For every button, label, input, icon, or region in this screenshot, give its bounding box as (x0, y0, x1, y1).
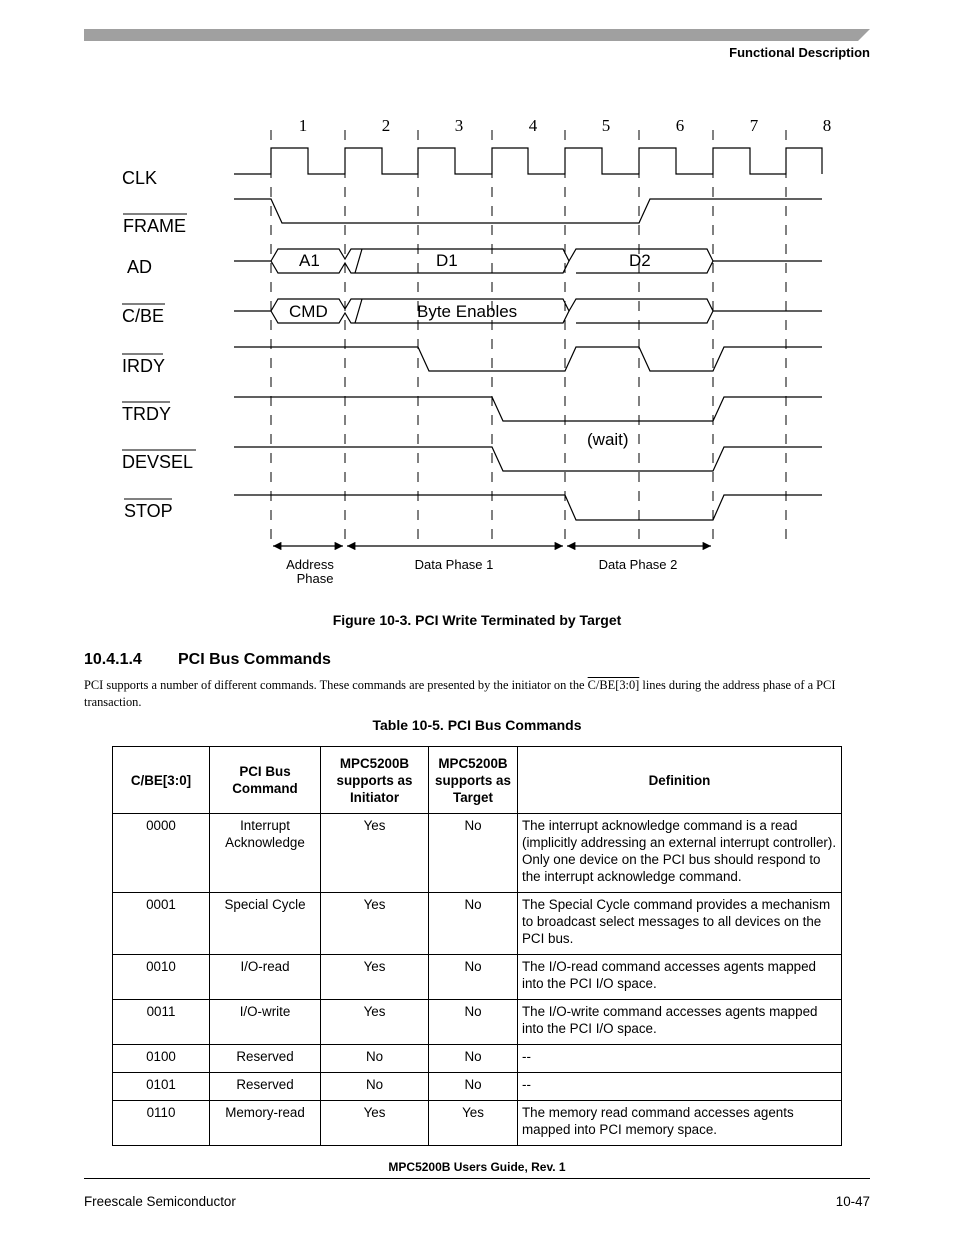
cell-initiator: Yes (321, 893, 429, 955)
table-header-row (113, 747, 842, 814)
cell-definition: The I/O-read command accesses agents mapped into the PCI I/O space. (518, 955, 842, 1000)
section-title: PCI Bus Commands (178, 651, 331, 668)
cell-target: No (429, 955, 518, 1000)
signal-trdy-label: TRDY (122, 404, 171, 424)
signal-cbe-label: C/BE (122, 306, 165, 326)
ad-d1-label: D1 (436, 251, 458, 270)
cell-target: No (429, 1045, 518, 1073)
table-row (113, 1000, 842, 1045)
cell-command: Reserved (210, 1073, 321, 1101)
footer-divider (84, 1178, 870, 1179)
clock-number: 8 (822, 116, 832, 135)
cell-initiator: Yes (321, 1101, 429, 1146)
signal-stop-label: STOP (124, 501, 173, 521)
cell-cbe: 0100 (113, 1045, 210, 1073)
cell-definition: The memory read command accesses agents mapped into PCI memory space. (518, 1101, 842, 1146)
cell-command: Reserved (210, 1045, 321, 1073)
cell-command: Interrupt Acknowledge (210, 814, 321, 893)
table-title: Table 10-5. PCI Bus Commands (372, 717, 582, 733)
clock-number: 6 (675, 116, 685, 135)
section-paragraph (84, 677, 874, 711)
cell-target: No (429, 814, 518, 893)
clk-waveform (234, 148, 822, 174)
cell-cbe: 0000 (113, 814, 210, 893)
devsel-waveform (234, 447, 822, 471)
cell-cbe: 0001 (113, 893, 210, 955)
footer-page-number: 10-47 (835, 1194, 870, 1209)
cell-initiator: No (321, 1045, 429, 1073)
table-row (113, 814, 842, 893)
header-definition: Definition (518, 747, 842, 814)
clock-number: 3 (454, 116, 464, 135)
header-command: PCI Bus Command (210, 747, 321, 814)
table-row (113, 955, 842, 1000)
cell-command: Special Cycle (210, 893, 321, 955)
ad-waveform (234, 249, 822, 273)
footer-company: Freescale Semiconductor (84, 1194, 236, 1209)
cell-command: Memory-read (210, 1101, 321, 1146)
cell-initiator: Yes (321, 1000, 429, 1045)
header-initiator: MPC5200B supports as Initiator (321, 747, 429, 814)
section-heading (84, 651, 331, 669)
signal-ad-label: AD (127, 257, 153, 277)
frame-waveform (234, 199, 822, 223)
table-row (113, 1073, 842, 1101)
signal-clk-label: CLK (122, 168, 158, 188)
clock-number: 7 (749, 116, 759, 135)
header-cbe: C/BE[3:0] (113, 747, 210, 814)
cell-initiator: Yes (321, 814, 429, 893)
ad-d2-label: D2 (629, 251, 651, 270)
cell-definition: The I/O-write command accesses agents mapped into the PCI I/O space. (518, 1000, 842, 1045)
footer-guide-title: MPC5200B Users Guide, Rev. 1 (388, 1160, 566, 1174)
signal-devsel-label: DEVSEL (122, 452, 194, 472)
wait-label: (wait) (587, 430, 629, 449)
clock-edge-guides (271, 130, 786, 540)
clock-number: 5 (601, 116, 611, 135)
table-row (113, 1101, 842, 1146)
paragraph-signal: C/BE[3:0] (587, 678, 640, 692)
cell-cbe: 0101 (113, 1073, 210, 1101)
figure-caption: Figure 10-3. PCI Write Terminated by Target (332, 612, 622, 628)
table-row (113, 1045, 842, 1073)
paragraph-text: PCI supports a number of different commands. These commands are presented by the initiator on the (84, 678, 588, 692)
table-row (113, 893, 842, 955)
data-phase-2-label: Data Phase 2 (598, 557, 678, 572)
running-header: Functional Description (729, 45, 870, 60)
cell-cbe: 0110 (113, 1101, 210, 1146)
cbe-byte-enables-label: Byte Enables (417, 302, 518, 321)
cell-target: No (429, 893, 518, 955)
cell-command: I/O-read (210, 955, 321, 1000)
ad-a1-label: A1 (299, 251, 320, 270)
cell-cbe: 0010 (113, 955, 210, 1000)
cbe-cmd-label: CMD (289, 302, 328, 321)
stop-waveform (234, 495, 822, 520)
cell-target: No (429, 1000, 518, 1045)
clock-number: 2 (381, 116, 391, 135)
pci-commands-table (112, 746, 842, 1146)
data-phase-1-label: Data Phase 1 (414, 557, 494, 572)
cell-initiator: Yes (321, 955, 429, 1000)
paragraph-text: lines during the address phase of a PCI transaction. (84, 678, 836, 709)
cell-definition: -- (518, 1073, 842, 1101)
address-phase-label: Phase (296, 571, 334, 586)
header-target: MPC5200B supports as Target (429, 747, 518, 814)
section-number: 10.4.1.4 (84, 651, 142, 668)
signal-frame-label: FRAME (123, 216, 186, 236)
address-phase-label: Address (286, 557, 334, 572)
cell-cbe: 0011 (113, 1000, 210, 1045)
cell-command: I/O-write (210, 1000, 321, 1045)
irdy-waveform (234, 347, 822, 371)
clock-number: 1 (298, 116, 308, 135)
cell-definition: -- (518, 1045, 842, 1073)
signal-irdy-label: IRDY (122, 356, 166, 376)
cell-target: Yes (429, 1101, 518, 1146)
trdy-waveform (234, 397, 822, 421)
cell-definition: The interrupt acknowledge command is a read (implicitly addressing an external interrupt controller). Only one device on the PCI bus should respond to the interrupt acknowledge command. (518, 814, 842, 893)
cell-definition: The Special Cycle command provides a mechanism to broadcast select messages to all devices on the PCI bus. (518, 893, 842, 955)
cell-target: No (429, 1073, 518, 1101)
timing-diagram (0, 0, 954, 600)
cell-initiator: No (321, 1073, 429, 1101)
clock-number: 4 (528, 116, 538, 135)
